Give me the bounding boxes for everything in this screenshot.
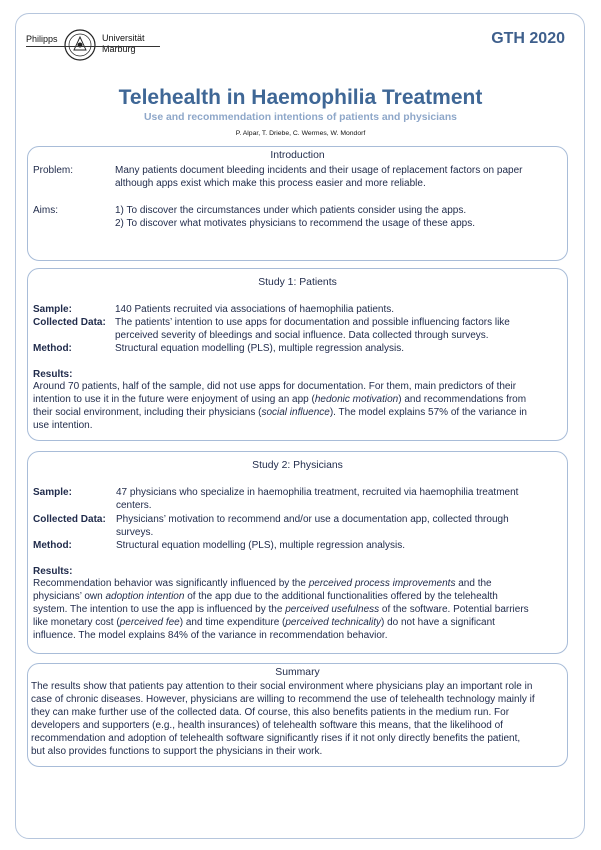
study2-data-label: Collected Data: bbox=[33, 514, 106, 525]
study2-results-line-2 bbox=[33, 591, 498, 604]
summary-line-2: case of chronic diseases. However, physicians are willing to recommend the use of telehealth technology mainly if bbox=[31, 694, 535, 705]
study2-results-line-5: influence. The model explains 84% of the variance in recommendation behavior. bbox=[33, 630, 388, 641]
logo-text-philipps: Philipps bbox=[26, 34, 58, 44]
study2-r4c: ) and time expenditure ( bbox=[179, 617, 286, 628]
study2-r3a: system. The intention to use the app is influenced by the bbox=[33, 604, 286, 615]
problem-line-1: Many patients document bleeding incidents and their usage of replacement factors on paper bbox=[115, 165, 523, 176]
study1-results-line-2c: ) and recommendations from bbox=[398, 394, 527, 405]
study2-method-label: Method: bbox=[33, 540, 72, 551]
study1-results-label: Results: bbox=[33, 369, 73, 380]
summary-line-1: The results show that patients pay attention to their social environment where physicians play an important role in bbox=[31, 681, 533, 692]
study2-r3b: perceived usefulness bbox=[285, 604, 380, 615]
study2-sample-label: Sample: bbox=[33, 487, 72, 498]
summary-line-5: recommendation and adoption of telehealth software significantly rises if it not only directly benefits the patient, bbox=[31, 733, 521, 744]
study2-r1c: and the bbox=[455, 578, 492, 589]
study2-r1a: Recommendation behavior was significantly influenced by the bbox=[33, 578, 309, 589]
aims-label: Aims: bbox=[33, 205, 58, 216]
study1-heading: Study 1: Patients bbox=[258, 277, 337, 288]
introduction-heading: Introduction bbox=[270, 150, 325, 161]
study2-sample-line-1: 47 physicians who specialize in haemophilia treatment, recruited via haemophilia treatment bbox=[116, 487, 519, 498]
study2-r4e: ) do not have a significant bbox=[380, 617, 495, 628]
poster-title: Telehealth in Haemophilia Treatment bbox=[118, 86, 483, 109]
study1-results-line-1: Around 70 patients, half of the sample, did not use apps for documentation. For them, main predictors of their bbox=[33, 381, 517, 392]
summary-line-6: but also provides functions to support the physicians in their work. bbox=[31, 746, 323, 757]
aims-line-2: 2) To discover what motivates physicians to recommend the usage of these apps. bbox=[115, 218, 476, 229]
study1-results-line-2 bbox=[33, 394, 526, 407]
conference-tag: GTH 2020 bbox=[491, 30, 565, 47]
summary-heading: Summary bbox=[275, 667, 320, 678]
study1-sample-line-1: 140 Patients recruited via associations of haemophilia patients. bbox=[115, 304, 395, 315]
study2-results-label: Results: bbox=[33, 566, 73, 577]
poster-subtitle: Use and recommendation intentions of patients and physicians bbox=[144, 112, 457, 123]
logo-text-marburg: Marburg bbox=[102, 44, 136, 54]
aims-line-1: 1) To discover the circumstances under which patients consider using the apps. bbox=[115, 205, 467, 216]
logo-rule bbox=[26, 46, 160, 47]
study1-data-line-1: The patients’ intention to use apps for documentation and possible influencing factors like bbox=[115, 317, 510, 328]
problem-label: Problem: bbox=[33, 165, 74, 176]
study2-heading: Study 2: Physicians bbox=[252, 460, 343, 471]
study2-r2a: physicians’ own bbox=[33, 591, 106, 602]
study1-results-line-3a: their social environment, including their physicians ( bbox=[33, 407, 262, 418]
study1-results-line-3-em: social influence bbox=[261, 407, 330, 418]
study1-results-line-3 bbox=[33, 407, 527, 420]
study2-method-line-1: Structural equation modelling (PLS), multiple regression analysis. bbox=[116, 540, 406, 551]
study1-results-line-2-em: hedonic motivation bbox=[314, 394, 399, 405]
study2-results-line-4 bbox=[33, 617, 495, 630]
study2-data-line-2: surveys. bbox=[116, 527, 154, 538]
study2-data-line-1: Physicians’ motivation to recommend and/or use a documentation app, collected through bbox=[116, 514, 509, 525]
study2-r4d: perceived technicality bbox=[285, 617, 381, 628]
study2-r4b: perceived fee bbox=[119, 617, 180, 628]
university-logo bbox=[26, 28, 158, 66]
study1-data-line-2: perceived severity of bleedings and social influence. Data collected through surveys. bbox=[115, 330, 489, 341]
study1-data-label: Collected Data: bbox=[33, 317, 106, 328]
study2-r2c: of the app due to the additional functionalities offered by the telehealth bbox=[184, 591, 498, 602]
study1-results-line-3c: ). The model explains 57% of the variance in bbox=[329, 407, 527, 418]
study2-sample-line-2: centers. bbox=[116, 500, 152, 511]
study1-box bbox=[27, 268, 568, 441]
study2-r1b: perceived process improvements bbox=[308, 578, 456, 589]
study2-results-line-3 bbox=[33, 604, 529, 617]
study2-r4a: like monetary cost ( bbox=[33, 617, 120, 628]
study2-r3c: of the software. Potential barriers bbox=[379, 604, 529, 615]
introduction-box bbox=[27, 146, 568, 261]
study1-results-line-4: use intention. bbox=[33, 420, 93, 431]
study1-results-line-2a: intention to use it in the future were enjoyment of using an app ( bbox=[33, 394, 315, 405]
logo-text-university bbox=[102, 33, 145, 55]
study2-results-line-1 bbox=[33, 578, 492, 591]
university-seal-icon bbox=[60, 28, 100, 62]
summary-box bbox=[27, 663, 568, 767]
study2-r2b: adoption intention bbox=[105, 591, 185, 602]
summary-line-3: they can make further use of the collected data. Of course, this also benefits patients in the medium run. For bbox=[31, 707, 510, 718]
study1-sample-label: Sample: bbox=[33, 304, 72, 315]
study1-method-line-1: Structural equation modelling (PLS), multiple regression analysis. bbox=[115, 343, 405, 354]
study2-box bbox=[27, 451, 568, 654]
problem-line-2: although apps exist which make this process easier and more reliable. bbox=[115, 178, 426, 189]
poster-authors: P. Alpar, T. Driebe, C. Wermes, W. Mondorf bbox=[235, 130, 366, 137]
study1-method-label: Method: bbox=[33, 343, 72, 354]
logo-text-universitat: Universität bbox=[102, 33, 145, 43]
summary-line-4: developers and supporters (e.g., health insurances) of telehealth software this means, that the likelihood of bbox=[31, 720, 503, 731]
